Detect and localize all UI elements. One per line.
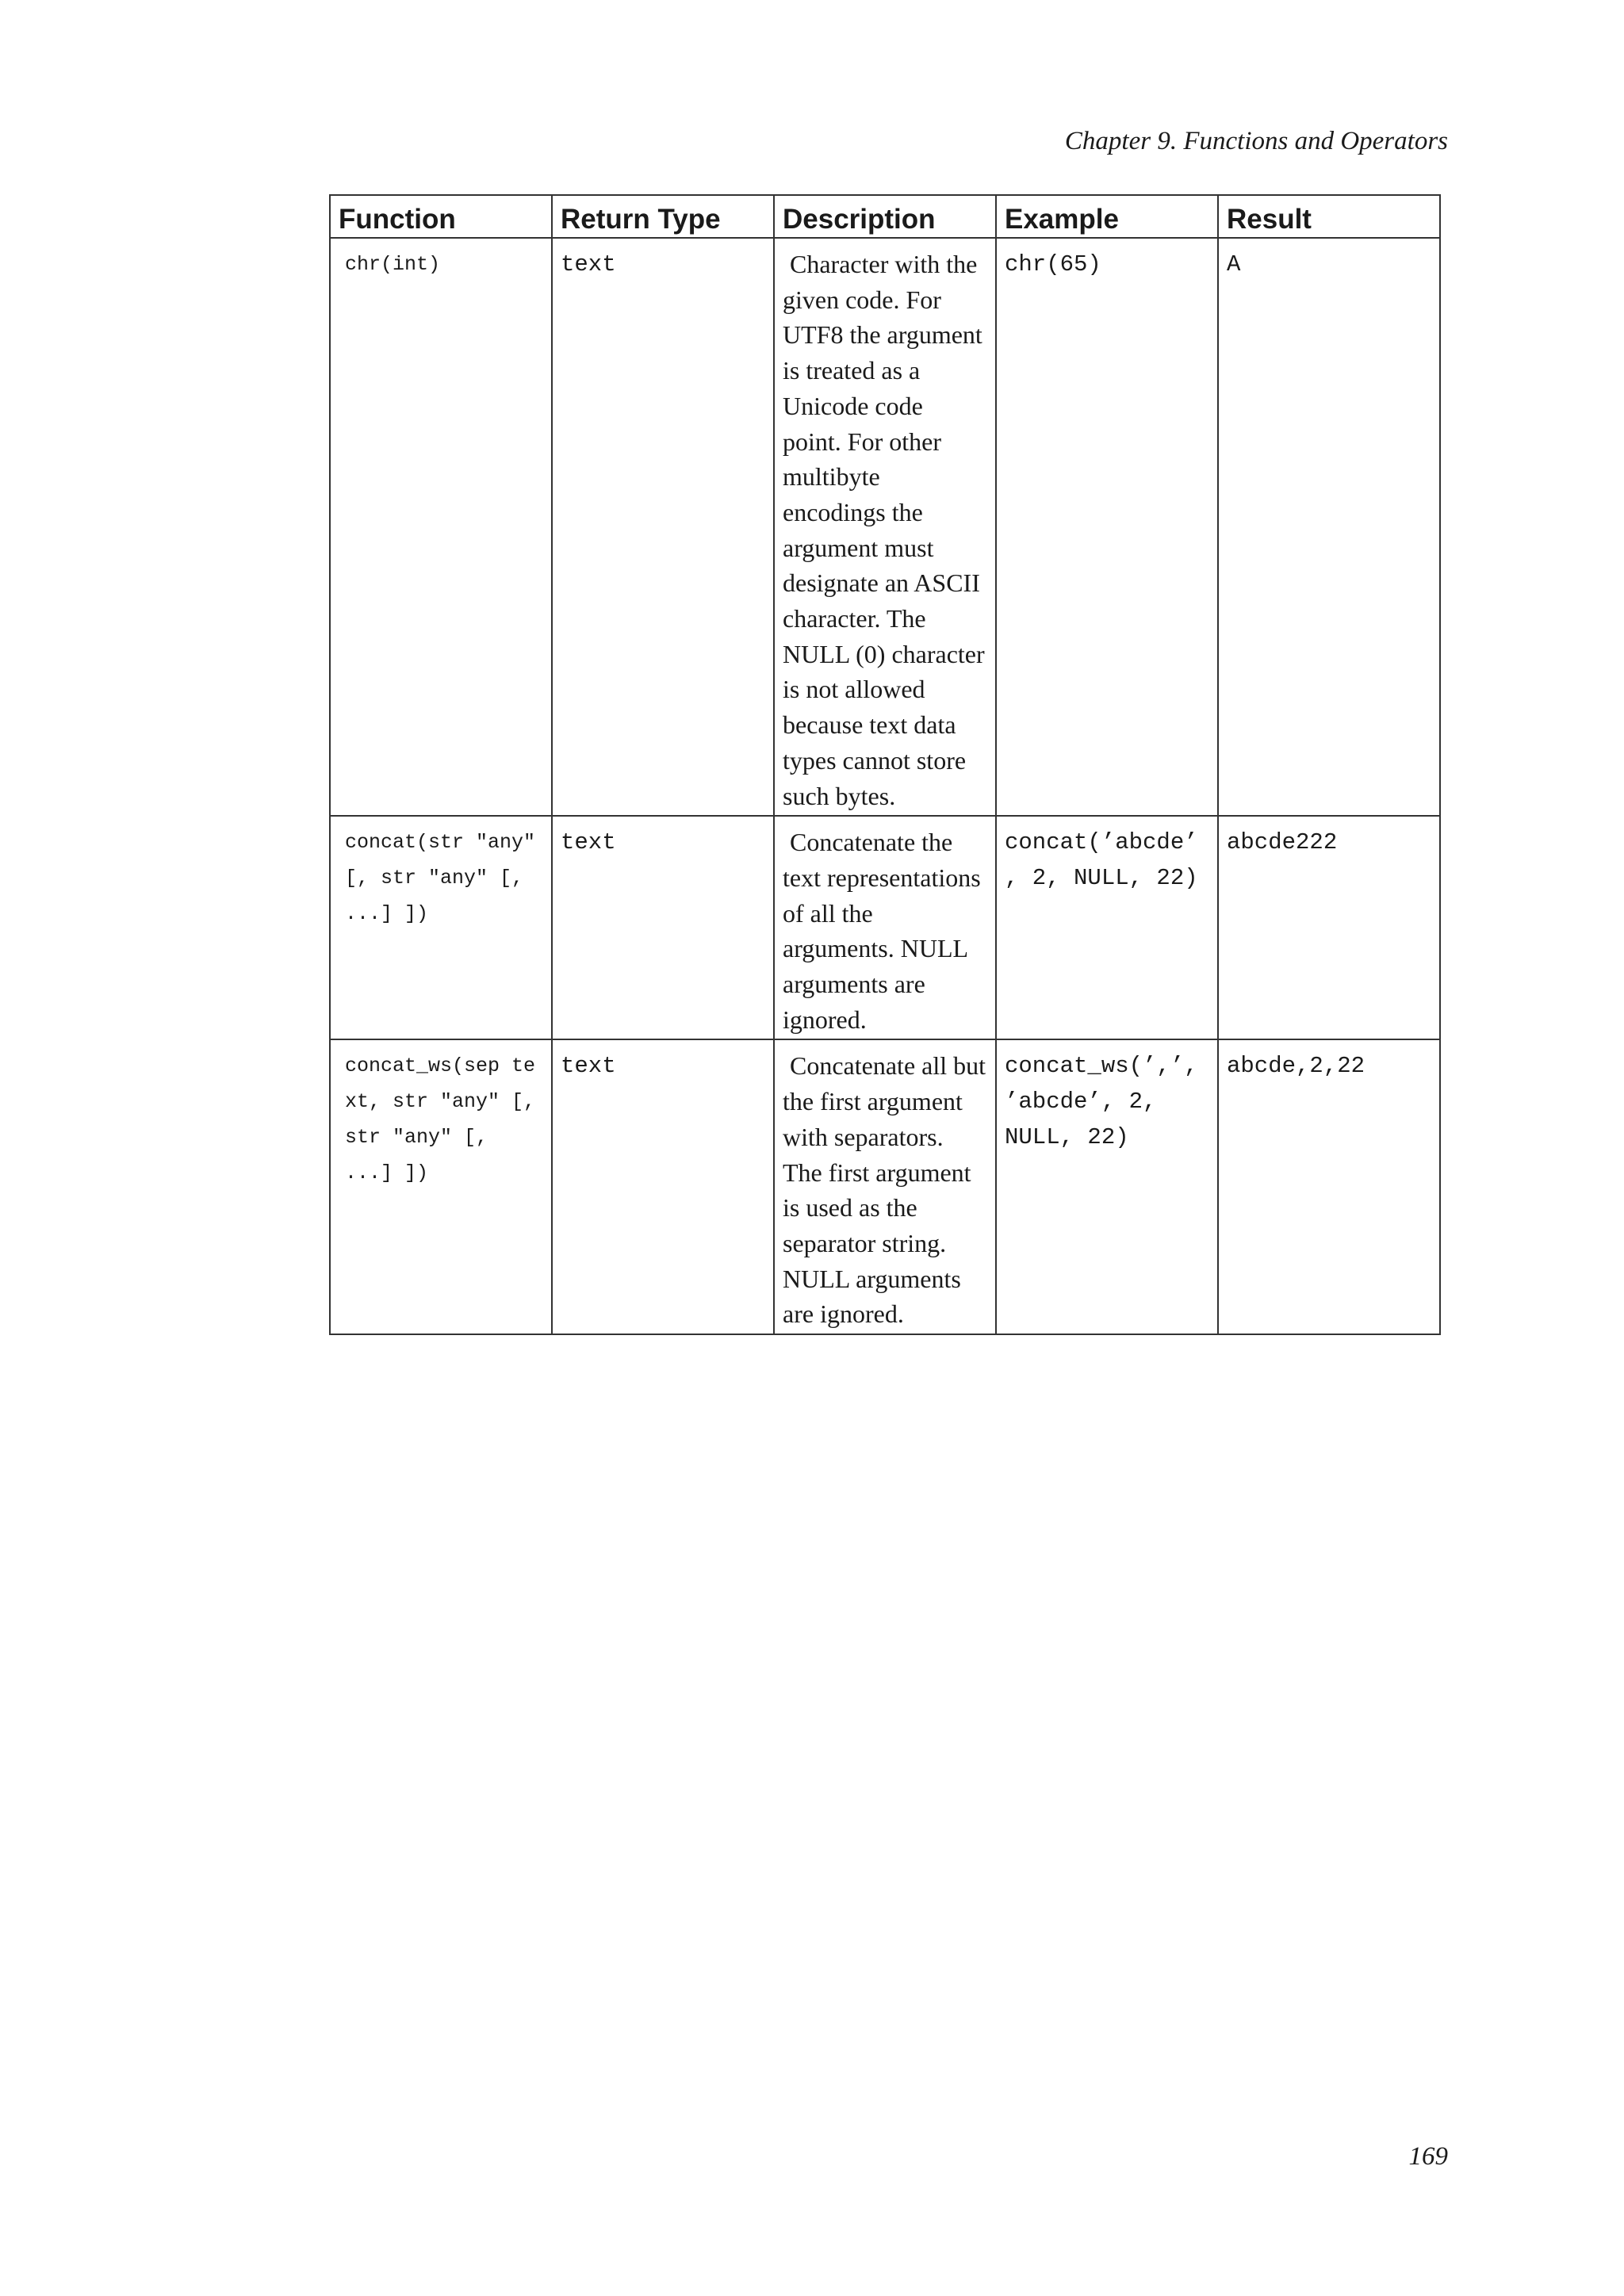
result-cell: abcde222 bbox=[1218, 816, 1440, 1039]
table-row bbox=[330, 816, 1440, 1039]
column-header-example: Example bbox=[996, 195, 1218, 238]
example-cell: concat(’abcde’, 2, NULL, 22) bbox=[996, 816, 1218, 1039]
example-cell: concat_ws(’,’, ’abcde’, 2, NULL, 22) bbox=[996, 1039, 1218, 1334]
function-cell: concat_ws(sep text, str "any" [, str "any" [, ...] ]) bbox=[330, 1039, 552, 1334]
column-header-result: Result bbox=[1218, 195, 1440, 238]
table-row bbox=[330, 238, 1440, 816]
column-header-function: Function bbox=[330, 195, 552, 238]
column-header-description: Description bbox=[774, 195, 996, 238]
function-cell: concat(str "any" [, str "any" [, ...] ]) bbox=[330, 816, 552, 1039]
return-type-cell: text bbox=[552, 816, 774, 1039]
column-header-return-type: Return Type bbox=[552, 195, 774, 238]
function-cell: chr(int) bbox=[330, 238, 552, 816]
running-header: Chapter 9. Functions and Operators bbox=[1064, 127, 1448, 155]
description-cell: Concatenate the text representations of all the arguments. NULL arguments are ignored. bbox=[774, 816, 996, 1039]
table-row bbox=[330, 1039, 1440, 1334]
functions-table bbox=[329, 194, 1441, 1335]
result-cell: A bbox=[1218, 238, 1440, 816]
table-header-row bbox=[330, 195, 1440, 238]
description-cell: Character with the given code. For UTF8 the argument is treated as a Unicode code point. For other multibyte encodings the argument must designate an ASCII character. The NULL (0) character is not allowed because text data types cannot store such bytes. bbox=[774, 238, 996, 816]
page-number: 169 bbox=[1408, 2142, 1448, 2171]
result-cell: abcde,2,22 bbox=[1218, 1039, 1440, 1334]
example-cell: chr(65) bbox=[996, 238, 1218, 816]
return-type-cell: text bbox=[552, 238, 774, 816]
return-type-cell: text bbox=[552, 1039, 774, 1334]
description-cell: Concatenate all but the first argument with separators. The first argument is used as the separator string. NULL arguments are ignored. bbox=[774, 1039, 996, 1334]
